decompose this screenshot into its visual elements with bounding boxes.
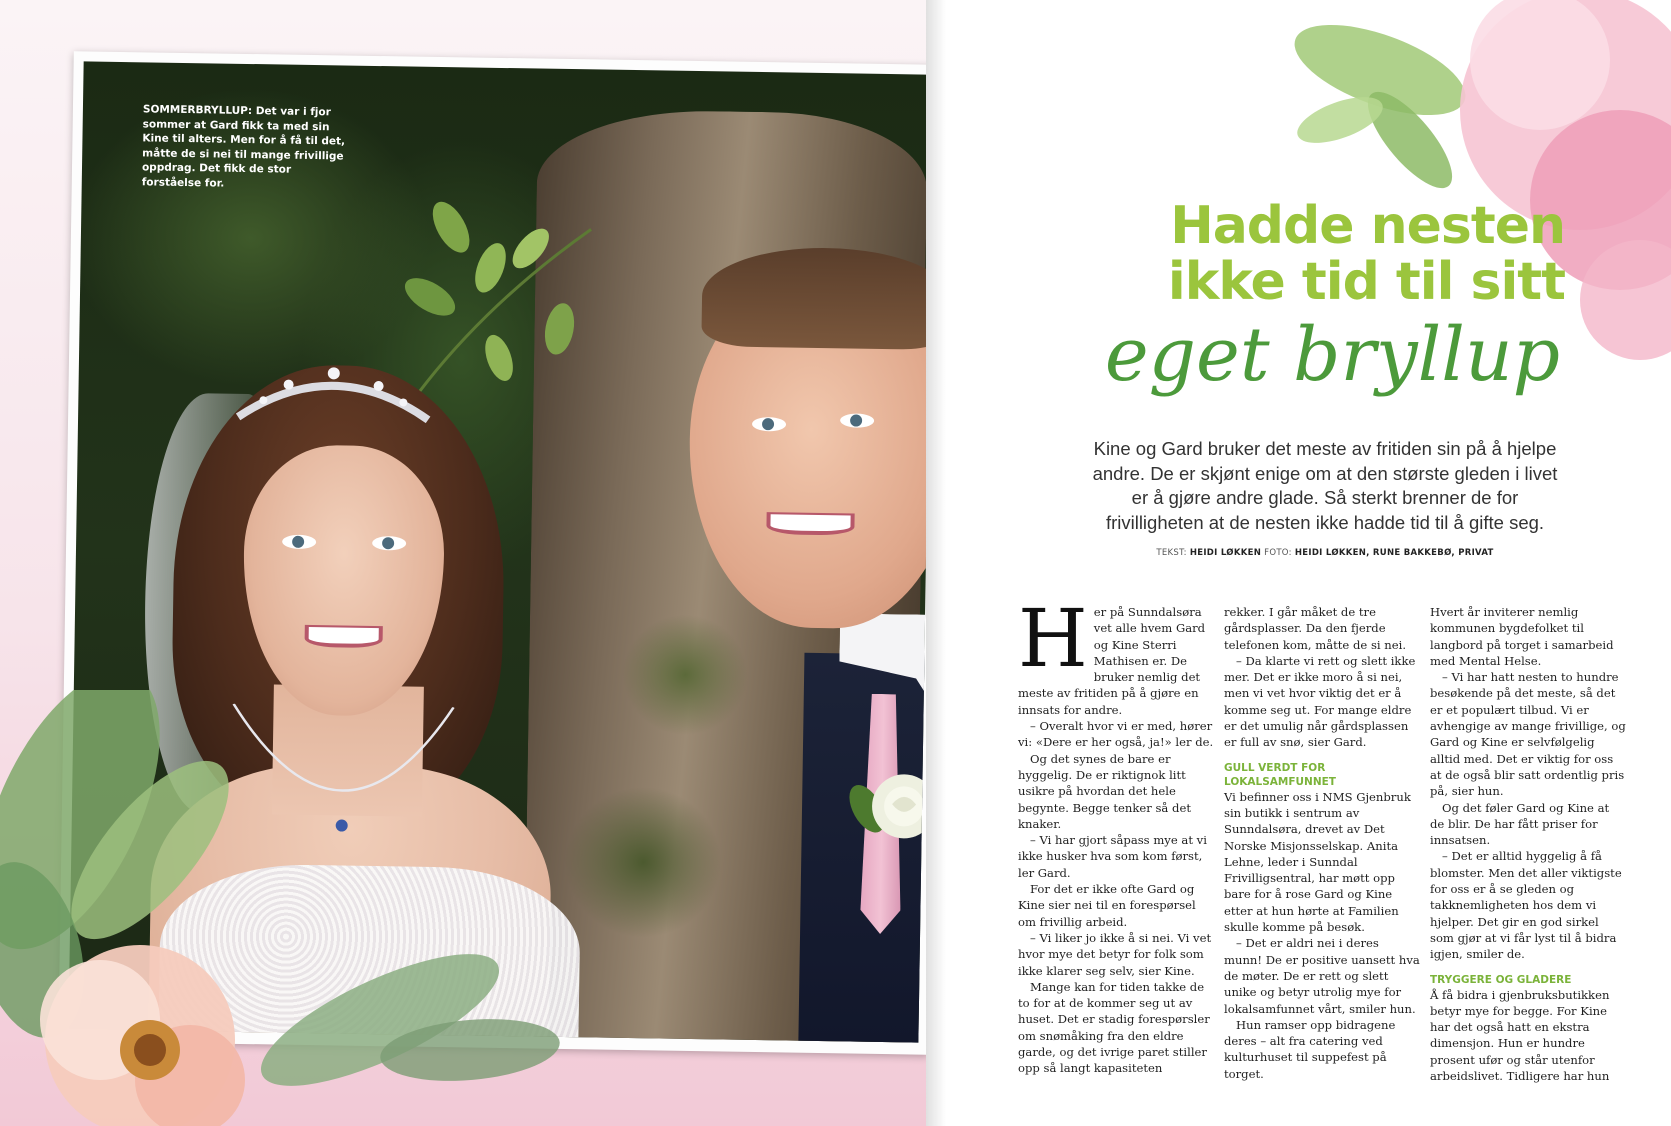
article-paragraph: er på Sunndalsøra vet alle hvem Gard og Kine Sterri Mathisen er. De bruker nemlig det meste av fritiden på å gjøre en innsats for andre. [1018,605,1206,717]
photo-caption: SOMMERBRYLLUP: Det var i fjor sommer at Gard fikk ta med sin Kine til alters. Men for å få til det, måtte de si nei til mange frivillige oppdrag. Det fikk de stor forståelse for. [141,103,346,190]
headline-line-2: ikke tid til sitt [1167,252,1565,312]
lead-paragraph: Kine og Gard bruker det meste av fritiden sin på å hjelpe andre. De er skjønt enige om at den største gleden i livet er å gjøre andre glade. Så sterkt brenner de for frivilligheten at de nesten ikke hadde tid til å gifte seg. [1092,438,1558,533]
article-paragraph: – Vi har hatt nesten to hundre besøkende på det meste, så det er et populært tilbud. Vi er avhengige av mange frivillige, og Gard og Kine er selvfølgelig alltid med. Det er viktig for oss at de også blir satt ordentlig pris på, sier hun. [1430,670,1626,799]
article-paragraph: – Vi har gjort såpass mye at vi ikke husker hva som kom først, ler Gard. [1018,833,1207,880]
headline [1085,198,1565,310]
byline-photo-label: FOTO: [1264,548,1292,558]
byline-photo-authors: HEIDI LØKKEN, RUNE BAKKEBØ, PRIVAT [1294,548,1494,558]
groom-smile [766,512,854,535]
article-paragraph: – Det er alltid hyggelig å få blomster. Men det aller viktigste for oss er å se gleden og takknemligheten hos dem vi hjelper. Det gir en god sirkel som gjør at vi får lyst til å bidra igjen, smiler de. [1430,849,1622,962]
byline-text-label: TEKST: [1156,548,1187,558]
article-paragraph: Og det synes de bare er hyggelig. De er riktignok litt usikre på hvordan det hele begynte. Begge tenker så det knaker. [1018,751,1191,831]
article-paragraph: – Det er aldri nei i deres munn! De er positive uansett hva de møter. De er rett og slett unike og betyr utrolig mye for lokalsamfunnet vårt, smiler hun. [1224,936,1420,1016]
page-gutter [926,0,946,1126]
article-paragraph: Å få bidra i gjenbruksbutikken betyr mye for begge. For Kine har det også hatt en ekstra dimensjon. Hun er hundre prosent ufør og står utenfor arbeidslivet. Tidligere har hun [1430,987,1610,1084]
watercolor-flowers-left [0,690,570,1126]
groom-eye-right [840,413,874,428]
article-paragraph: Vi befinner oss i NMS Gjenbruk sin butikk i sentrum av Sunndalsøra, drevet av Det Norske Misjonsselskap. Anita Lehne, leder i Sunndal Frivilligsentral, har møtt opp bare for å rose Gard og Kine etter at hun hørte at Familien skulle komme på besøk. [1224,789,1411,935]
article-column-3 [1430,604,1626,1084]
article-paragraph: Hun ramser opp bidragene deres – alt fra catering ved kulturhuset til suppefest på torget. [1224,1017,1396,1081]
bride-eye-left [282,535,316,550]
article-paragraph: rekker. I går måket de tre gårdsplasser. Da den fjerde telefonen kom, måtte de si nei. [1224,605,1407,652]
subheading-lokalsamfunnet: GULL VERDT FOR LOKALSAMFUNNET [1224,761,1336,788]
headline-script-line: eget bryllup [1104,312,1560,398]
groom-eye-left [752,417,786,432]
article-column-2 [1224,604,1420,1082]
groom-hair [701,246,926,350]
article-column-1 [1018,592,1214,1077]
byline-text-author: HEIDI LØKKEN [1189,548,1262,558]
article-body [1018,592,1648,1114]
bride-eye-right [372,536,406,551]
article-paragraph: – Da klarte vi rett og slett ikke mer. Det er ikke moro å si nei, men vi vet hvor viktig det er å komme seg ut. For mange eldre er det umulig når gårdsplassen er full av snø, sier Gard. [1224,653,1416,750]
article-paragraph: – Overalt hvor vi er med, hører vi: «Dere er her også, ja!» ler de. [1018,719,1214,750]
bride-smile [305,625,383,648]
tiara-icon [228,362,439,425]
article-paragraph: – Vi liker jo ikke å si nei. Vi vet hvor mye det betyr for folk som ikke klarer seg selv, sier Kine. [1018,930,1212,978]
article-paragraph: For det er ikke ofte Gard og Kine sier nei til en forespørsel om frivillig arbeid. [1018,882,1196,929]
article-paragraph: Hvert år inviterer nemlig kommunen bygdefolket til langbord på torget i samarbeid med Mental Helse. [1430,605,1614,668]
article-paragraph: Mange kan for tiden takke de to for at de kommer seg ut av huset. Det er stadig forespørsler om snømåking fra den eldre garde, og det ivrige paret stiller opp så langt kapasiteten [1018,979,1210,1076]
article-paragraph: Og det føler Gard og Kine at de blir. De har fått priser for innsatsen. [1430,800,1610,848]
headline-line-1: Hadde nesten [1170,196,1565,256]
byline [1080,548,1570,558]
boutonniere-rose-icon [841,763,926,855]
subheading-tryggere: TRYGGERE OG GLADERE [1430,973,1572,986]
dropcap: H [1018,592,1088,685]
